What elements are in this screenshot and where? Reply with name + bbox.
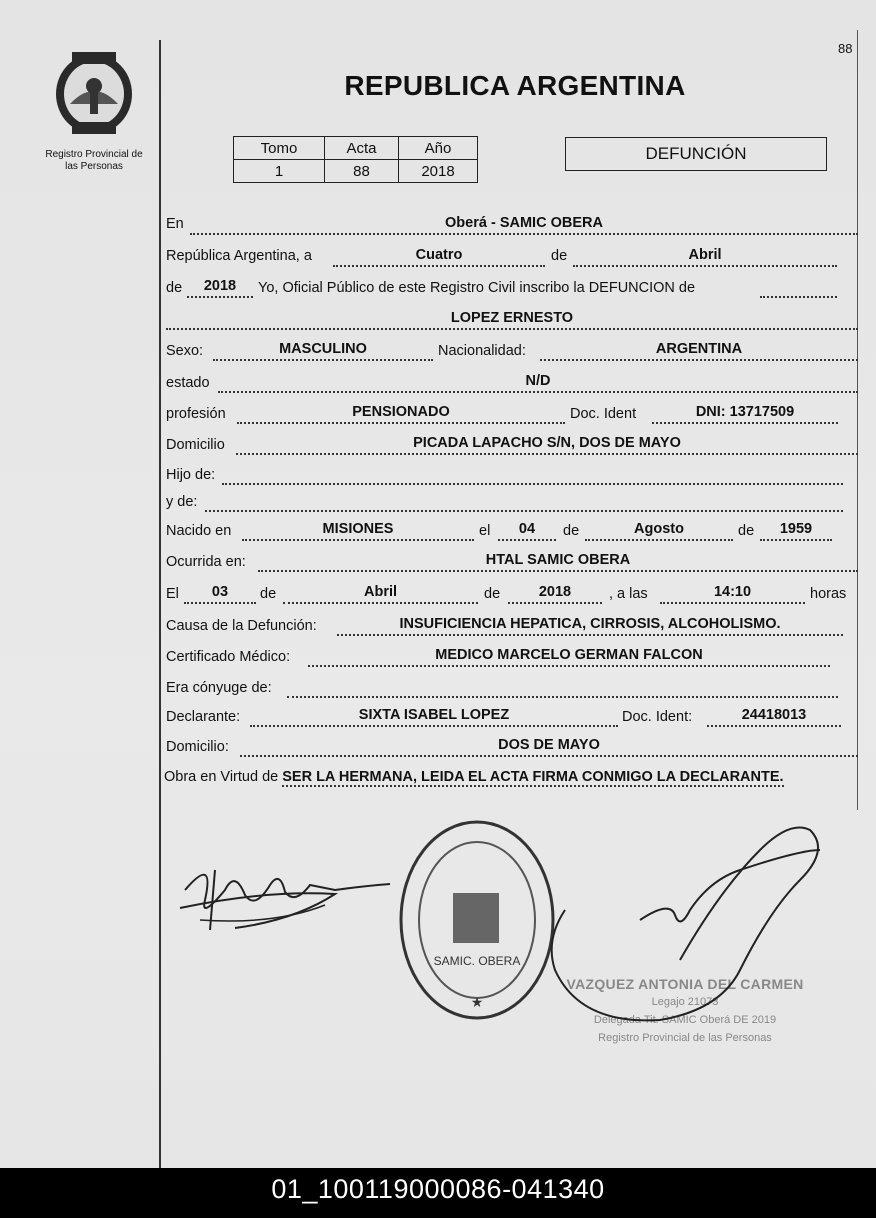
value-declarante-doc: 24418013	[741, 707, 807, 723]
field-ocurrida-en	[258, 552, 858, 572]
field-de-blank	[760, 278, 837, 298]
value-def-mes: Abril	[363, 584, 398, 600]
label-domicilio-2: Domicilio:	[166, 739, 229, 755]
label-republica: República Argentina, a	[166, 248, 312, 264]
document-id-footer: 01_100119000086-041340	[0, 1168, 876, 1218]
label-doc-ident-2: Doc. Ident:	[622, 709, 693, 725]
document-title: REPUBLICA ARGENTINA	[344, 70, 686, 101]
registry-name-line2: las Personas	[65, 161, 123, 172]
label-de-6: de	[484, 586, 501, 602]
label-de-4: de	[738, 523, 755, 539]
label-declarante: Declarante:	[166, 709, 241, 725]
value-def-anio: 2018	[538, 584, 572, 600]
field-nacionalidad	[540, 341, 858, 361]
value-nac-dia: 04	[518, 521, 536, 537]
value-nacionalidad: ARGENTINA	[655, 341, 743, 357]
label-a-las: , a las	[609, 586, 648, 602]
value-tomo: 1	[234, 160, 325, 183]
record-table	[233, 136, 478, 183]
value-doc-ident: DNI: 13717509	[695, 404, 795, 420]
field-nac-dia	[498, 521, 556, 541]
label-domicilio: Domicilio	[166, 437, 225, 453]
value-anio: 2018	[399, 160, 478, 183]
field-dia-inscripcion	[333, 247, 545, 267]
value-dia-inscripcion: Cuatro	[415, 247, 463, 263]
label-de-2: de	[166, 280, 183, 296]
label-de-1: de	[551, 248, 568, 264]
label-causa: Causa de la Defunción:	[166, 618, 317, 634]
label-el-cap: El	[166, 586, 179, 602]
label-y-de: y de:	[166, 494, 198, 510]
field-causa	[337, 616, 843, 636]
field-estado	[218, 373, 858, 393]
label-hijo-de: Hijo de:	[166, 467, 216, 483]
right-margin-rule	[857, 30, 858, 810]
field-y-de	[205, 492, 843, 512]
field-nombre	[166, 310, 858, 330]
label-profesion: profesión	[166, 406, 226, 422]
value-obra: SER LA HERMANA, LEIDA EL ACTA FIRMA CONMIGO LA DECLARANTE.	[282, 769, 784, 785]
value-estado: N/D	[525, 373, 551, 389]
value-declarante-domicilio: DOS DE MAYO	[498, 737, 600, 753]
value-anio-inscripcion: 2018	[203, 278, 237, 294]
label-obra: Obra en Virtud de	[164, 769, 279, 785]
officer-signature	[540, 810, 840, 1030]
field-def-anio	[508, 584, 602, 604]
record-table-value-row	[234, 160, 478, 183]
label-estado: estado	[166, 375, 210, 391]
label-nacionalidad: Nacionalidad:	[438, 343, 526, 359]
left-margin-rule	[159, 40, 161, 1168]
value-ocurrida-en: HTAL SAMIC OBERA	[485, 552, 631, 568]
label-doc-ident: Doc. Ident	[570, 406, 637, 422]
value-nacido-en: MISIONES	[322, 521, 394, 537]
field-declarante-doc	[707, 707, 841, 727]
label-de-5: de	[260, 586, 277, 602]
label-sexo: Sexo:	[166, 343, 204, 359]
field-declarante-domicilio	[240, 737, 858, 757]
field-mes-inscripcion	[573, 247, 837, 267]
stamp-center-text: SAMIC. OBERA	[433, 954, 521, 968]
value-declarante: SIXTA ISABEL LOPEZ	[358, 707, 510, 723]
header-anio: Año	[399, 137, 478, 160]
field-anio-inscripcion	[187, 278, 253, 298]
officer-name: VAZQUEZ ANTONIA DEL CARMEN	[566, 976, 804, 992]
value-nac-anio: 1959	[779, 521, 813, 537]
field-certificado	[308, 647, 830, 667]
obra-en-virtud	[164, 767, 859, 788]
registry-name	[22, 149, 166, 173]
label-yo-inscribo: Yo, Oficial Público de este Registro Civil inscribo la DEFUNCION de	[258, 280, 696, 296]
value-causa: INSUFICIENCIA HEPATICA, CIRROSIS, ALCOHOLISMO.	[399, 616, 781, 632]
value-def-dia: 03	[211, 584, 229, 600]
value-profesion: PENSIONADO	[352, 404, 450, 420]
field-sexo	[213, 341, 433, 361]
registry-name-line1: Registro Provincial de	[45, 149, 143, 160]
official-stamp	[395, 815, 560, 1025]
value-nombre: LOPEZ ERNESTO	[450, 310, 574, 326]
officer-role: Delegada Tit. SAMIC Oberá DE 2019	[593, 1014, 777, 1026]
field-profesion	[237, 404, 565, 424]
field-nac-mes	[585, 521, 733, 541]
officer-org: Registro Provincial de las Personas	[598, 1032, 772, 1044]
value-lugar: Oberá - SAMIC OBERA	[445, 215, 603, 231]
label-horas: horas	[810, 586, 847, 602]
field-doc-ident	[652, 404, 838, 424]
field-def-hora	[660, 584, 805, 604]
label-nacido-en: Nacido en	[166, 523, 232, 539]
label-certificado: Certificado Médico:	[166, 649, 291, 665]
record-table-header-row	[234, 137, 478, 160]
value-nac-mes: Agosto	[634, 521, 684, 537]
page-number: 88	[838, 41, 853, 56]
value-domicilio: PICADA LAPACHO S/N, DOS DE MAYO	[413, 435, 681, 451]
field-def-dia	[184, 584, 256, 604]
value-acta: 88	[325, 160, 399, 183]
value-certificado: MEDICO MARCELO GERMAN FALCON	[435, 647, 703, 663]
header-acta: Acta	[325, 137, 399, 160]
field-nac-anio	[760, 521, 832, 541]
label-de-3: de	[563, 523, 580, 539]
header-tomo: Tomo	[234, 137, 325, 160]
svg-text:★: ★	[470, 994, 484, 1010]
field-nacido-en	[242, 521, 474, 541]
label-en: En	[166, 216, 184, 232]
label-el: el	[479, 523, 491, 539]
field-declarante	[250, 707, 618, 727]
field-def-mes	[283, 584, 478, 604]
declarant-signature	[175, 850, 405, 940]
field-lugar	[190, 215, 858, 235]
label-ocurrida-en: Ocurrida en:	[166, 554, 246, 570]
field-hijo-de	[222, 465, 843, 485]
value-sexo: MASCULINO	[279, 341, 367, 357]
label-conyuge: Era cónyuge de:	[166, 680, 272, 696]
field-conyuge	[287, 678, 838, 698]
value-mes-inscripcion: Abril	[688, 247, 722, 263]
officer-legajo: Legajo 21073	[651, 996, 719, 1008]
value-def-hora: 14:10	[713, 584, 752, 600]
province-seal-logo	[52, 48, 136, 136]
record-type-box: DEFUNCIÓN	[565, 137, 827, 171]
field-domicilio	[236, 435, 858, 455]
